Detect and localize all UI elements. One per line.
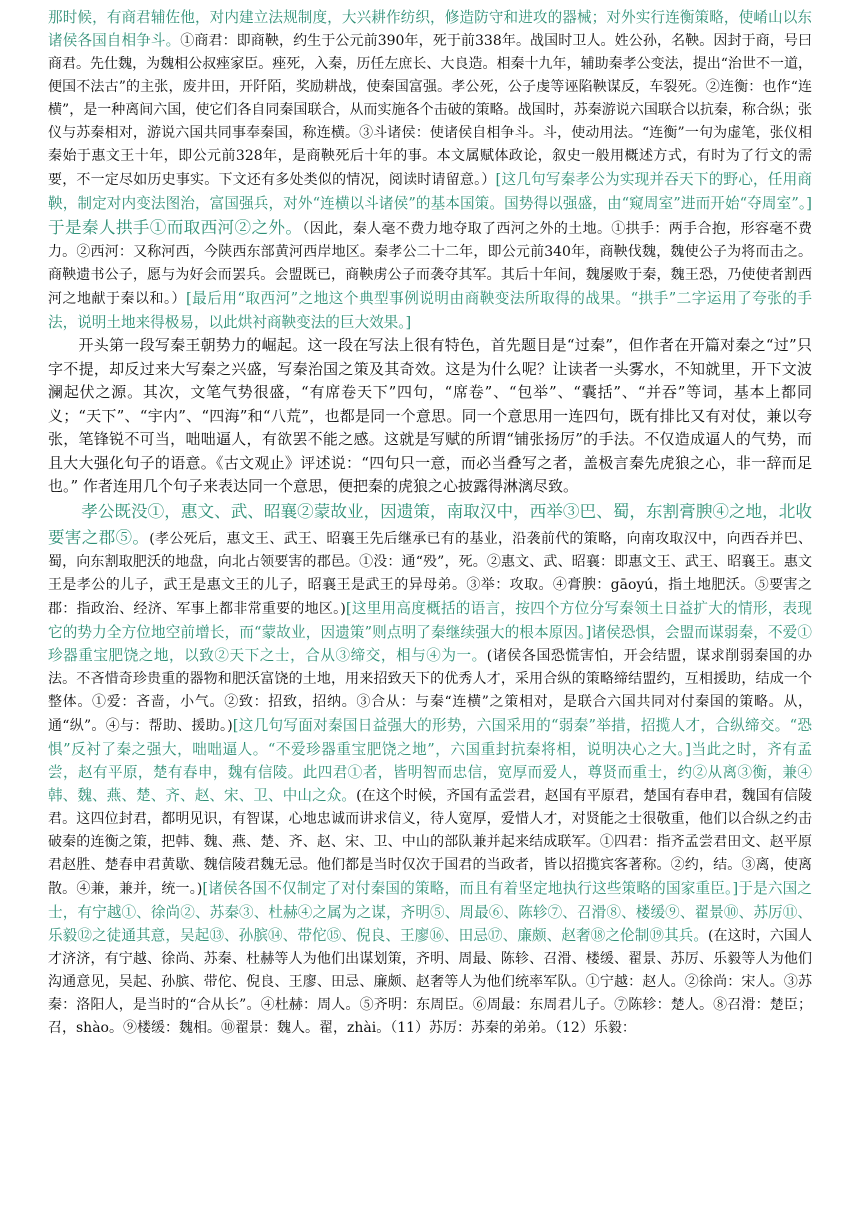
text-flow (48, 6, 812, 334)
annotation-note: (在这个时候，齐国有孟尝君，赵国有平原君，楚国有春申君，魏国有信陵君。这四位封君，都明见识，有智谋，心地忠诚而讲求信义，待人宽厚，爱惜人才，对贤能之士很敬重，他们以合纵之约击破秦的连衡之策，把韩、魏、燕、楚、齐、赵、宋、卫、中山的部队兼并起来结成联军。①四君：指齐孟尝君田文、赵平原君赵胜、楚春申君黄歇、魏信陵君魏无忌。他们都是当时仅次于国君的当政者，皆以招揽宾客著称。②约，结。③离，使离散。④兼，兼并，统一。) (48, 787, 812, 897)
commentary-paragraph (48, 334, 812, 499)
analysis-comment: [最后用“取西河”之地这个典型事例说明由商鞅变法所取得的战果。“拱手”二字运用了夸张的手法，说明土地来得极易，以此烘衬商鞅变法的巨大效果。] (48, 290, 813, 331)
analysis-comment: [这几句写面对秦国日益强大的形势，六国采用的“弱秦”举措，招揽人才，合纵缔交。“恐惧”反衬了秦之强大，咄咄逼人。“不爱珍器重宝肥饶之地”，六国重封抗秦将相，说明决心之大。]当此之时，齐有孟尝，赵有平原，楚有春申，魏有信陵。此四君①者，皆明智而忠信，宽厚而爱人，尊贤而重士，约②从离③衡，兼④韩、魏、燕、楚、齐、赵、宋、卫、中山之众。 (48, 716, 812, 804)
original-text: 孝公既没①，惠文、武、昭襄②蒙故业，因遗策，南取汉中，西举③巴、蜀，东割膏腴④之地，北收要害之郡⑤。 (48, 501, 812, 547)
commentary-text: 开头第一段写秦王朝势力的崛起。这一段在写法上很有特色，首先题目是“过秦”，但作者在开篇对秦之“过”只字不提，却反过来大写秦之兴盛，写秦治国之策及其奇效。这是为什么呢？让读者一头雾水，不知就里，开下文波澜起伏之源。其次，文笔气势很盛，“有席卷天下”四句，“席卷”、“包举”、“囊括”、“并吞”等词，基本上都同义；“天下”、“宇内”、“四海”和“八荒”，也都是同一个意思。同一个意思用一连四句，既有排比又有对仗，兼以夸张，笔锋锐不可当，咄咄逼人，有欲罢不能之感。这就是写赋的所谓“铺张扬厉”的手法。不仅造成逼人的气势，而且大大强化句子的语意。《古文观止》评述说：“四句只一意，而必当叠写之者，盖极言秦先虎狼之心，非一辞而足也。” 作者连用几个句子来表达同一个意思，便把秦的虎狼之心披露得淋漓尽致。 (48, 336, 812, 495)
analysis-comment: [诸侯各国不仅制定了对付秦国的策略，而且有着坚定地执行这些策略的国家重臣。]于是六国之士，有宁越①、徐尚②、苏秦③、杜赫④之属为之谋，齐明⑤、周最⑥、陈轸⑦、召滑⑧、楼缓⑨、翟景⑩、苏厉⑪、乐毅⑫之徒通其意，吴起⑬、孙膑⑭、带佗⑮、倪良、王廖⑯、田忌⑰、廉颇、赵奢⑱之伦制⑲其兵。 (48, 879, 813, 944)
lead-translation: 那时候，有商君辅佐他，对内建立法规制度，大兴耕作纺织，修造防守和进攻的器械；对外实行连衡策略，使崤山以东诸侯各国自相争斗。 (48, 9, 812, 49)
analysis-comment: [这里用高度概括的语言，按四个方位分写秦领土日益扩大的情形，表现它的势力全方位地空前增长，而“蒙故业，因遗策”则点明了秦继续强大的根本原因。]诸侯恐惧，会盟而谋弱秦，不爱①珍器重宝肥饶之地，以致②天下之士，合从③缔交，相与④为一。 (48, 599, 812, 664)
annotation-note: (诸侯各国恐慌害怕，开会结盟，谋求削弱秦国的办法。不吝惜奇珍贵重的器物和肥沃富饶的土地，用来招致天下的优秀人才，采用合纵的策略缔结盟约，互相援助，结成一个整体。①爱：吝啬，小气。②致：招致，招纳。③合从：与秦“连横”之策相对，是联合六国共同对付秦国的策略。从，通“纵”。④与：帮助、援助。) (48, 647, 812, 734)
analysis-comment: [这几句写秦孝公为实现并吞天下的野心，任用商鞅，制定对内变法图治，富国强兵，对外“连横以斗诸侯”的基本国策。国势得以强盛，由“窥周室”进而开始“夺周室”。] (48, 171, 813, 212)
annotation-note: （因此，秦人毫不费力地夺取了西河之外的土地。①拱手：两手合抱，形容毫不费力。②西河：又称河西，今陕西东部黄河西岸地区。秦孝公二十二年，即公元前340年，商鞅伐魏，魏使公子为将而击之。商鞅遗书公子，愿与为好会而罢兵。会盟既已，商鞅虏公子而袭夺其军。其后十年间，魏屡败于秦，魏王恐，乃使使者割西河之地献于秦以和。） (48, 221, 813, 307)
original-text: 于是秦人拱手①而取西河②之外。 (48, 218, 303, 237)
annotation-note: (孝公死后，惠文王、武王、昭襄王先后继承已有的基业，沿袭前代的策略，向南攻取汉中，向西吞并巴、蜀，向东割取肥沃的地盘，向北占领要害的郡邑。①没：通“殁”，死。②惠文、武、昭襄：即惠文王、武王、昭襄王。惠文王是孝公的儿子，武王是惠文王的儿子，昭襄王是武王的异母弟。③举：攻取。④膏腴：gāoyú，指土地肥沃。⑤要害之郡：指政治、经济、军事上都非常重要的地区。) (48, 530, 812, 617)
annotation-note: ①商君：即商鞅，约生于公元前390年，死于前338年。战国时卫人。姓公孙，名鞅。因封于商，号曰商君。先仕魏，为魏相公叔痤家臣。痤死，入秦，历任左庶长、大良造。相秦十九年，辅助秦孝公变法，提出“治世不一道，便国不法古”的主张，废井田，开阡陌，奖励耕战，使秦国富强。孝公死，公子虔等诬陷鞅谋反，车裂死。②连衡：也作“连横”，是一种离间六国，使它们各自同秦国联合，从而实施各个击破的策略。战国时，苏秦游说六国联合以抗秦，称合纵；张仪与苏秦相对，游说六国共同事奉秦国，称连横。③斗诸侯：使诸侯自相争斗。斗，使动用法。“连衡”一句为虚笔，张仪相秦始于惠文王十年，即公元前328年，是商鞅死后十年的事。本文属赋体政论，叙史一般用概述方式，有时为了行文的需要，不一定尽如历史事实。下文还有多处类似的情况，阅读时请留意。） (48, 33, 812, 188)
annotation-note: (在这时，六国人才济济，有宁越、徐尚、苏秦、杜赫等人为他们出谋划策，齐明、周最、陈轸、召滑、楼缓、翟景、苏厉、乐毅等人为他们沟通意见，吴起、孙膑、带佗、倪良、王廖、田忌、廉颇、赵奢等人为他们统率军队。①宁越：赵人。②徐尚：宋人。③苏秦：洛阳人，是当时的“合从长”。④杜赫：周人。⑤齐明：东周臣。⑥周最：东周君儿子。⑦陈轸：楚人。⑧召滑：楚臣；召，shào。⑨楼缓：魏相。⑩翟景：魏人。翟，zhài。（11）苏厉：苏秦的弟弟。（12）乐毅： (48, 927, 812, 1036)
text-flow (48, 499, 812, 1040)
